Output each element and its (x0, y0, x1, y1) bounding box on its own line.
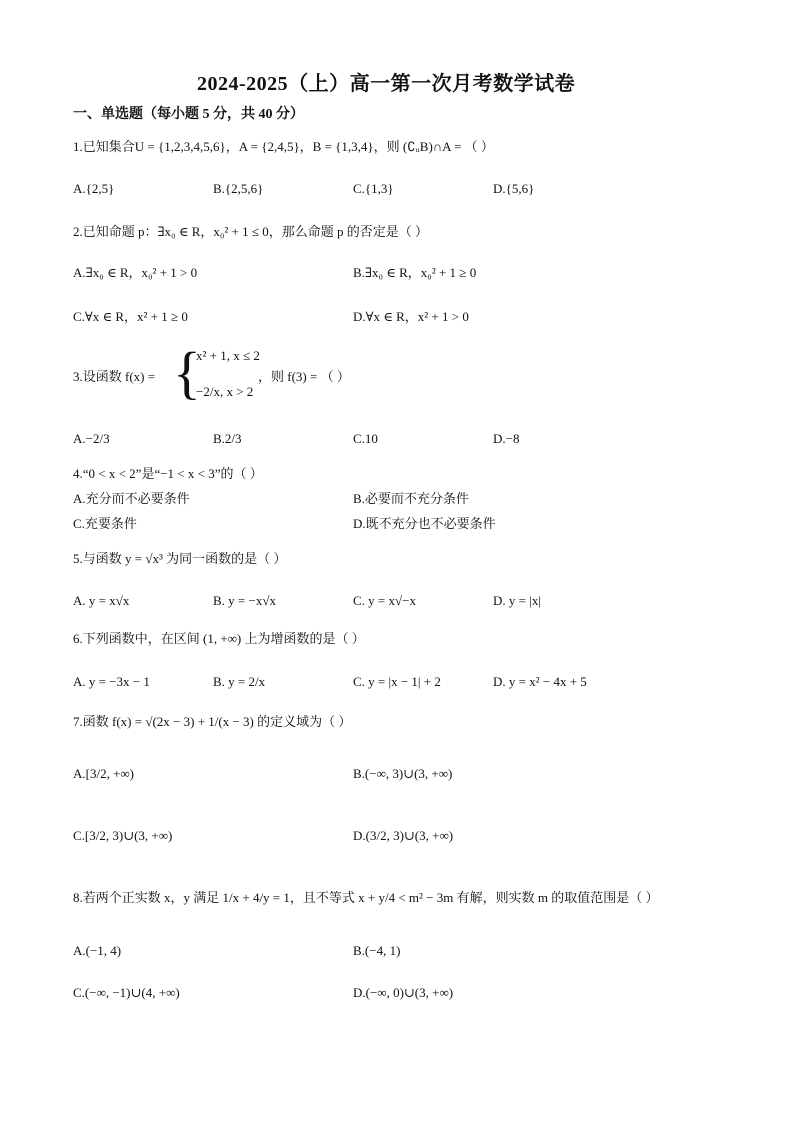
page-title: 2024-2025（上）高一第一次月考数学试卷 (197, 73, 576, 95)
question-2-option-c: C.∀x ∈ R，x² + 1 ≥ 0 (73, 309, 188, 324)
question-6-option-d: D. y = x² − 4x + 5 (493, 674, 587, 689)
question-3-stem-prefix: 3.设函数 f(x) = (73, 369, 156, 384)
question-3-option-b: B.2/3 (213, 431, 242, 446)
question-5-option-a: A. y = x√x (73, 593, 130, 608)
question-3-case-1: x² + 1, x ≤ 2 (196, 348, 260, 363)
piecewise-brace: { (173, 340, 201, 405)
question-7-option-a: A.[3/2, +∞) (73, 766, 135, 781)
question-5-option-b: B. y = −x√x (213, 593, 276, 608)
question-2-stem: 2.已知命题 p：∃x₀ ∈ R，x₀² + 1 ≤ 0，那么命题 p 的否定是（ ） (73, 224, 429, 239)
question-8-stem: 8.若两个正实数 x，y 满足 1/x + 4/y = 1，且不等式 x + y/4 < m² − 3m 有解，则实数 m 的取值范围是（ ） (73, 890, 659, 905)
question-3-option-a: A.−2/3 (73, 431, 110, 446)
question-3-option-d: D.−8 (493, 431, 520, 446)
question-2-option-d: D.∀x ∈ R，x² + 1 > 0 (353, 309, 469, 324)
section-heading-single-choice: 一、单选题（每小题 5 分，共 40 分） (73, 107, 304, 122)
question-4-option-b: B.必要而不充分条件 (353, 491, 469, 506)
question-7-option-c: C.[3/2, 3)∪(3, +∞) (73, 828, 173, 843)
question-7-option-d: D.(3/2, 3)∪(3, +∞) (353, 828, 454, 843)
question-1-option-a: A.{2,5} (73, 181, 115, 196)
question-1-option-c: C.{1,3} (353, 181, 394, 196)
question-6-stem: 6.下列函数中，在区间 (1, +∞) 上为增函数的是（ ） (73, 631, 365, 646)
question-3-option-c: C.10 (353, 431, 378, 446)
question-3-stem-suffix: ，则 f(3) = （ ） (258, 369, 350, 384)
question-4-option-c: C.充要条件 (73, 516, 137, 531)
question-5-stem: 5.与函数 y = √x³ 为同一函数的是（ ） (73, 551, 287, 566)
question-8-option-b: B.(−4, 1) (353, 943, 401, 958)
question-6-option-a: A. y = −3x − 1 (73, 674, 150, 689)
question-4-option-a: A.充分而不必要条件 (73, 491, 190, 506)
question-1-option-b: B.{2,5,6} (213, 181, 264, 196)
question-5-option-d: D. y = |x| (493, 593, 541, 608)
question-6-option-b: B. y = 2/x (213, 674, 266, 689)
question-6-option-c: C. y = |x − 1| + 2 (353, 674, 441, 689)
question-8-option-d: D.(−∞, 0)∪(3, +∞) (353, 985, 454, 1000)
question-1-stem: 1.已知集合U = {1,2,3,4,5,6}，A = {2,4,5}，B = {1,3,4}，则 (∁ᵤB)∩A = （ ） (73, 139, 494, 154)
question-2-option-a: A.∃x₀ ∈ R，x₀² + 1 > 0 (73, 265, 198, 280)
question-2-option-b: B.∃x₀ ∈ R，x₀² + 1 ≥ 0 (353, 265, 477, 280)
question-5-option-c: C. y = x√−x (353, 593, 416, 608)
question-1-option-d: D.{5,6} (493, 181, 535, 196)
question-7-option-b: B.(−∞, 3)∪(3, +∞) (353, 766, 453, 781)
question-8-option-c: C.(−∞, −1)∪(4, +∞) (73, 985, 180, 1000)
question-3-case-2: −2/x, x > 2 (196, 384, 254, 399)
question-4-option-d: D.既不充分也不必要条件 (353, 516, 496, 531)
question-7-stem: 7.函数 f(x) = √(2x − 3) + 1/(x − 3) 的定义域为（ ） (73, 714, 352, 729)
question-4-stem: 4.“0 < x < 2”是“−1 < x < 3”的（ ） (73, 466, 263, 481)
question-8-option-a: A.(−1, 4) (73, 943, 122, 958)
